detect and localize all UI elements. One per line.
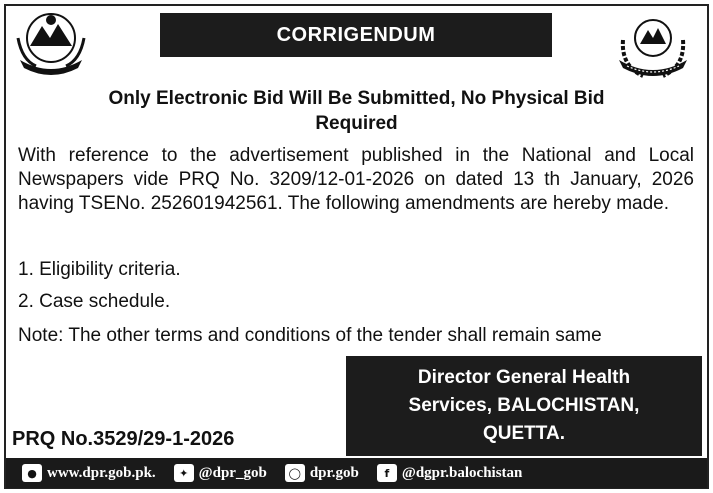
note-text: Note: The other terms and conditions of the tender shall remain same [18,325,602,346]
footer-bar [6,458,707,488]
twitter-icon: ✦ [174,464,194,482]
footer-instagram[interactable] [285,464,359,482]
subtitle-line-2: Required [315,113,398,134]
signature-line-2: Services, BALOCHISTAN, [408,395,640,416]
notice-subtitle [40,86,673,136]
facebook-text: @dgpr.balochistan [401,464,523,481]
balochistan-emblem-left [12,8,90,80]
prq-number: PRQ No.3529/29-1-2026 [12,428,235,450]
amendment-item-1: 1. Eligibility criteria. [18,259,181,280]
facebook-icon: f [377,464,397,482]
header-title: CORRIGENDUM [160,13,552,57]
body-paragraph: With reference to the advertisement published in the National and Local Newspapers vide PRQ No. 3209/12-01-2026 on dated 13 th January, 2026 having TSENo. 252601942561. The following amendments are hereby made. [18,145,694,214]
website-text: www.dpr.gob.pk. [47,464,156,481]
subtitle-line-1: Only Electronic Bid Will Be Submitted, No Physical Bid [108,88,605,109]
signature-line-3: QUETTA. [483,423,565,444]
signature-block [346,356,702,456]
amendment-item-2: 2. Case schedule. [18,291,171,312]
footer-website[interactable] [22,464,156,482]
twitter-text: @dpr_gob [198,464,267,481]
globe-icon: ● [22,464,42,482]
signature-line-1: Director General Health [417,367,631,388]
footer-facebook[interactable] [377,464,523,482]
dgpr-emblem-right [613,6,693,86]
instagram-icon: ◯ [285,464,305,482]
footer-twitter[interactable] [174,464,267,482]
instagram-text: dpr.gob [309,464,359,481]
